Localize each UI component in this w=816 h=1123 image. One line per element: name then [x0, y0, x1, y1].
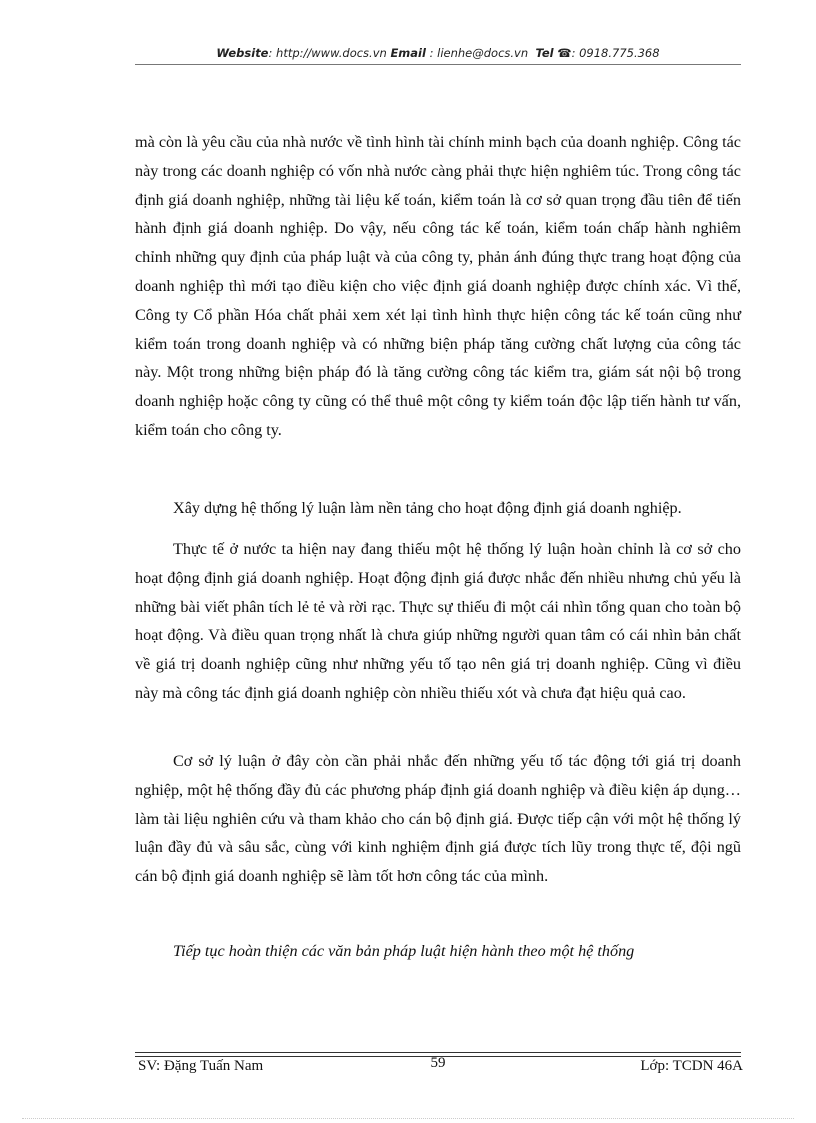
website-value: : http://www.docs.vn — [268, 46, 387, 60]
phone-icon: ☎ — [557, 46, 572, 60]
body-text-block-3 — [135, 535, 741, 708]
body-text-block — [135, 128, 741, 445]
page-bottom-edge — [22, 1118, 794, 1119]
page-header — [135, 46, 741, 60]
paragraph-4: Cơ sở lý luận ở đây còn cần phải nhắc đến những yếu tố tác động tới giá trị doanh nghiệp, một hệ thống đầy đủ các phương pháp định giá doanh nghiệp và điều kiện áp dụng… làm tài liệu nghiên cứu và tham khảo cho cán bộ định giá. Được tiếp cận với một hệ thống lý luận đầy đủ và sâu sắc, cùng với kinh nghiệm định giá được tích lũy trong thực tế, đội ngũ cán bộ định giá doanh nghiệp sẽ làm tốt hơn công tác của mình. — [135, 752, 741, 886]
email-value: : lienhe@docs.vn — [429, 46, 529, 60]
paragraph-2: Xây dựng hệ thống lý luận làm nền tảng cho hoạt động định giá doanh nghiệp. — [173, 499, 682, 517]
footer-rule-top — [135, 1052, 741, 1053]
body-text-block-5 — [135, 937, 741, 966]
paragraph-3: Thực tế ở nước ta hiện nay đang thiếu một hệ thống lý luận hoàn chỉnh là cơ sở cho hoạt động định giá doanh nghiệp. Hoạt động định giá được nhắc đến nhiều nhưng chủ yếu là những bài viết phân tích lẻ tẻ và rời rạc. Thực sự thiếu đi một cái nhìn tổng quan cho toàn bộ hoạt động. Và điều quan trọng nhất là chưa giúp những người quan tâm có cái nhìn bản chất về giá trị doanh nghiệp cũng như những yếu tố tạo nên giá trị doanh nghiệp. Cũng vì điều này mà công tác định giá doanh nghiệp còn nhiều thiếu xót và chưa đạt hiệu quả cao. — [135, 540, 741, 702]
paragraph-5-heading: Tiếp tục hoàn thiện các văn bản pháp luật hiện hành theo một hệ thống — [173, 942, 635, 960]
header-rule — [135, 64, 741, 65]
paragraph-1: mà còn là yêu cầu của nhà nước về tình hình tài chính minh bạch của doanh nghiệp. Công tác này trong các doanh nghiệp có vốn nhà nước càng phải thực hiện nghiêm túc. Trong công tác định giá doanh nghiệp, những tài liệu kế toán, kiểm toán là cơ sở quan trọng đầu tiên để tiến hành định giá doanh nghiệp. Do vậy, nếu công tác kế toán, kiểm toán chấp hành nghiêm chỉnh những quy định của pháp luật và của công ty, phản ánh đúng thực trang hoạt động của doanh nghiệp thì mới tạo điều kiện cho việc định giá doanh nghiệp được chính xác. Vì thế, Công ty Cổ phần Hóa chất phải xem xét lại tình hình thực hiện công tác kế toán cũng như kiểm toán trong doanh nghiệp và có những biện pháp tăng cường chất lượng của công tác này. Một trong những biện pháp đó là tăng cường công tác kiểm tra, giám sát nội bộ trong doanh nghiệp hoặc công ty cũng có thể thuê một công ty kiểm toán độc lập tiến hành tư vấn, kiểm toán cho công ty. — [135, 133, 741, 439]
body-text-block-2 — [135, 494, 741, 523]
footer-class: Lớp: TCDN 46A — [640, 1058, 743, 1074]
email-label: Email — [390, 46, 426, 60]
tel-value: : 0918.775.368 — [571, 46, 660, 60]
footer-page-number: 59 — [430, 1055, 446, 1071]
website-label: Website — [216, 46, 269, 60]
tel-label: Tel — [535, 46, 554, 60]
footer-student: SV: Đặng Tuấn Nam — [138, 1058, 264, 1074]
body-text-block-4 — [135, 747, 741, 891]
